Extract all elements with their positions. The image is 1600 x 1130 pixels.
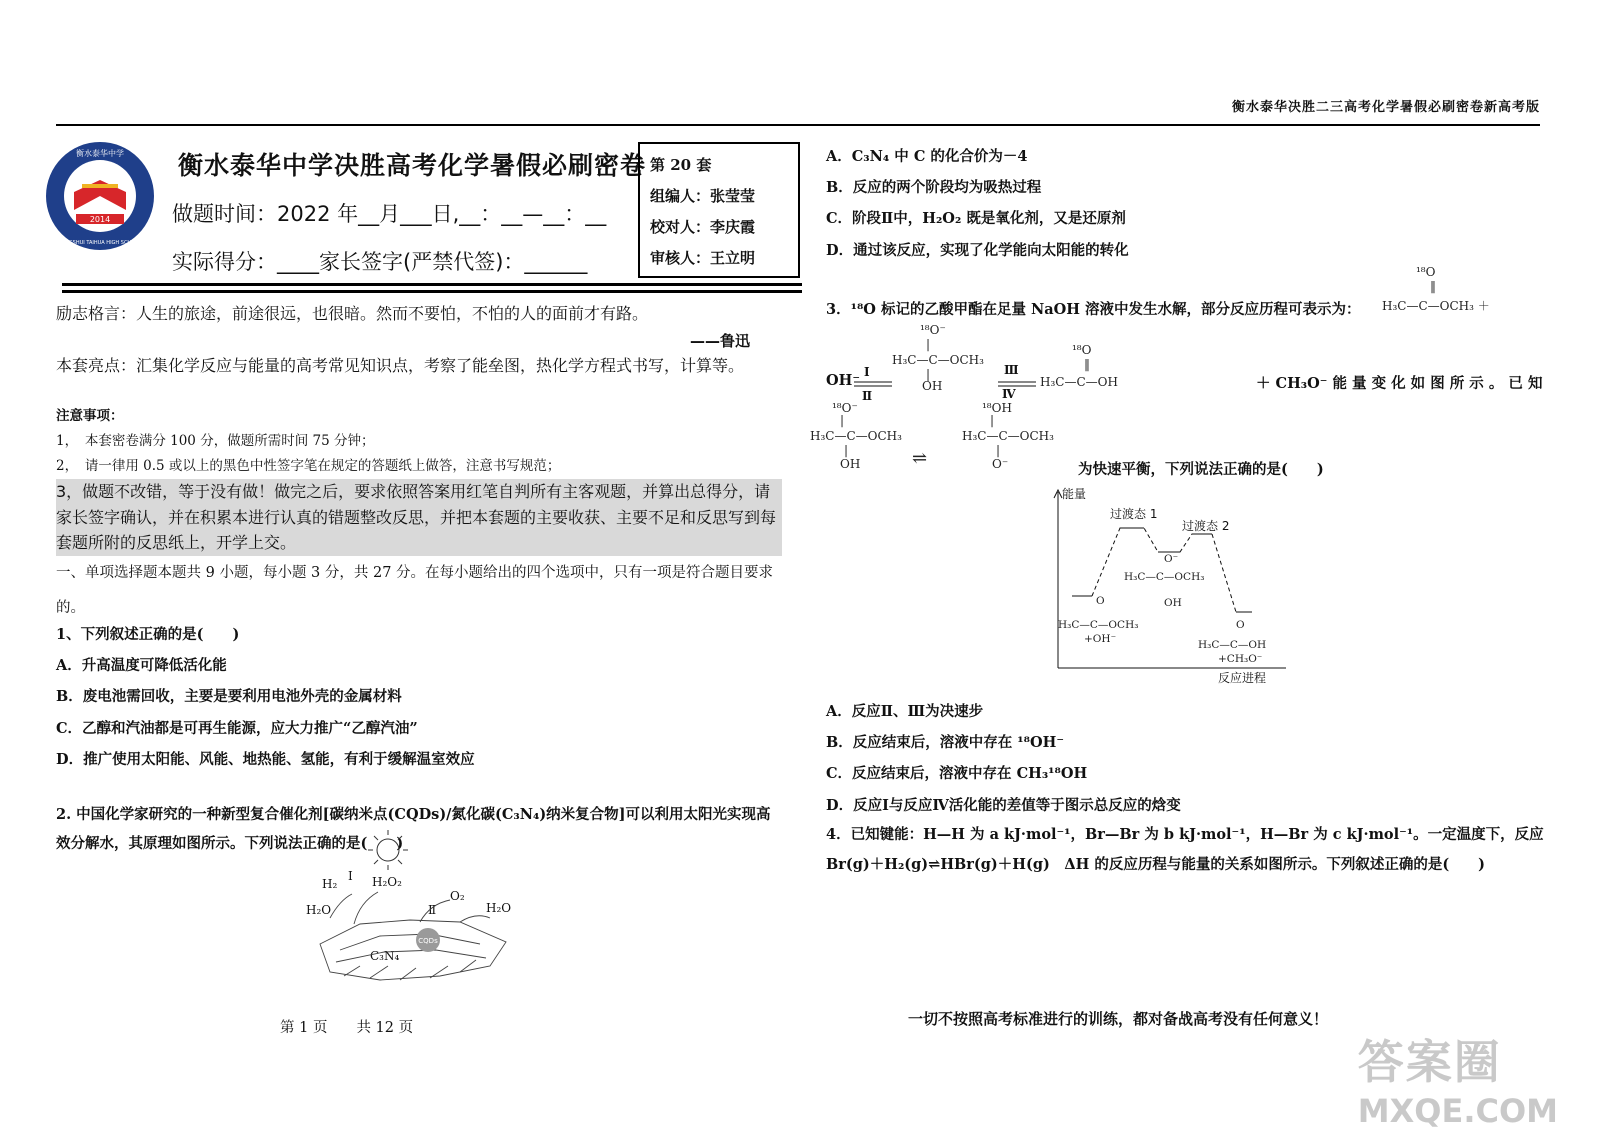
score-line: 实际得分：____家长签字(严禁代签)：______ — [172, 250, 588, 274]
proofreader: 校对人：李庆霞 — [650, 218, 756, 236]
svg-text:OH: OH — [1164, 597, 1182, 609]
svg-text:¹⁸O⁻: ¹⁸O⁻ — [920, 323, 946, 337]
q1-stem: 1、下列叙述正确的是( ) — [56, 626, 240, 643]
svg-text:+OH⁻: +OH⁻ — [1084, 633, 1117, 645]
q2-option: B．反应的两个阶段均为吸热过程 — [826, 179, 1042, 197]
svg-text:H₃C—C—OCH₃: H₃C—C—OCH₃ — [1058, 619, 1139, 631]
svg-text:OH: OH — [840, 457, 861, 471]
section-heading: 一、单项选择题本题共 9 小题，每小题 3 分，共 27 分。在每小题给出的四个选项中，只有一项是符合题目要求的。 — [56, 565, 774, 616]
q2-option: A．C₃N₄ 中 C 的化合价为－4 — [826, 148, 1028, 165]
svg-text:H₃C—C—OCH₃: H₃C—C—OCH₃ — [1124, 571, 1205, 583]
q3-option: A．反应Ⅱ、Ⅲ为决速步 — [826, 703, 984, 720]
question-1 — [56, 619, 782, 775]
svg-text:OH: OH — [922, 379, 943, 393]
svg-text:¹⁸OH: ¹⁸OH — [982, 401, 1012, 415]
svg-text:|: | — [990, 413, 995, 427]
fig-label-h2: H₂ — [322, 877, 338, 891]
fig-label-h2o-right: H₂O — [486, 901, 512, 915]
svg-text:|: | — [996, 443, 1001, 457]
footer-slogan: 一切不按照高考标准进行的训练，都对备战高考没有任何意义！ — [908, 1010, 1329, 1028]
svg-text:|: | — [844, 443, 849, 457]
arrow-label-iv: Ⅳ — [1002, 387, 1016, 401]
svg-text:⇌: ⇌ — [912, 448, 928, 469]
ts2-label: 过渡态 2 — [1182, 519, 1230, 533]
fig-label-h2o-left: H₂O — [306, 903, 332, 917]
notes-title: 注意事项： — [56, 408, 124, 424]
svg-text:‖: ‖ — [1084, 357, 1090, 371]
q3-option: D．反应Ⅰ与反应Ⅳ活化能的差值等于图示总反应的焓变 — [826, 796, 1181, 814]
progress-axis-label: 反应进程 — [1218, 671, 1267, 685]
motto-author: ——鲁迅 — [690, 332, 751, 350]
svg-text:H₃C—C—OCH₃ ＋: H₃C—C—OCH₃ ＋ — [1382, 299, 1490, 313]
q1-option: A．升高温度可降低活化能 — [56, 657, 227, 675]
svg-text:|: | — [926, 337, 931, 351]
watermark-url: MXQE.COM — [1357, 1092, 1558, 1130]
svg-text:|: | — [840, 413, 845, 427]
info-box — [638, 142, 800, 278]
svg-text:H₃C—C—OCH₃: H₃C—C—OCH₃ — [810, 429, 902, 443]
motto: 励志格言：人生的旅途，前途很远，也很暗。然而不要怕，不怕的人的面前才有路。 — [56, 304, 649, 323]
watermark-logo-text: 答案圈 — [1357, 1035, 1502, 1089]
q2-option: C．阶段Ⅱ中，H₂O₂ 既是氧化剂，又是还原剂 — [826, 210, 1126, 228]
note-item-highlight: 3，做题不改错，等于没有做！做完之后，要求依照答案用红笔自判所有主客观题，并算出总得分，请家长签字确认，并在积累本进行认真的错题整改反思，并把本套题的主要收获、主要不足和反思写到每套题所附的反思纸上，开学上交。 — [56, 479, 782, 556]
fig-label-c3n4: C₃N₄ — [370, 949, 400, 963]
editor: 组编人：张莹莹 — [650, 187, 756, 205]
svg-text:H₃C—C—OCH₃: H₃C—C—OCH₃ — [962, 429, 1054, 443]
fig-label-i: Ⅰ — [348, 869, 353, 883]
q1-option: C．乙醇和汽油都是可再生能源，应大力推广“乙醇汽油” — [56, 719, 418, 737]
q2-options — [826, 141, 1556, 266]
set-number: 第 20 套 — [650, 156, 712, 174]
school-logo — [44, 140, 156, 252]
ts1-label: 过渡态 1 — [1110, 507, 1158, 521]
fig-label-ii: Ⅱ — [428, 903, 437, 917]
watermark — [1358, 1026, 1558, 1130]
q1-option: B．废电池需回收，主要是要利用电池外壳的金属材料 — [56, 688, 402, 706]
note-item: 1， 本套密卷满分 100 分，做题所需时间 75 分钟； — [56, 432, 375, 449]
q3-option: B．反应结束后，溶液中存在 ¹⁸OH⁻ — [826, 734, 1064, 752]
logo-text-bottom: HENGSHUI TAIHUA HIGH SCHOOL — [58, 240, 142, 246]
double-rule — [62, 283, 802, 293]
arrow-label-iii: Ⅲ — [1004, 363, 1019, 377]
page-number: 第 1 页 共 12 页 — [280, 1020, 414, 1036]
question-2-stem: 2. 中国化学家研究的一种新型复合催化剂[碳纳米点(CQDs)/氮化碳(C₃N₄)纳米复合物]可以利用太阳光实现高效分解水，其原理如图所示。下列说法正确的是( ) — [56, 806, 771, 852]
series-title: 衡水泰华决胜二三高考化学暑假必刷密卷新高考版 — [1231, 100, 1540, 115]
fig-label-cqds: CQDs — [418, 937, 438, 945]
q3-option: C．反应结束后，溶液中存在 CH₃¹⁸OH — [826, 765, 1088, 783]
q2-figure — [300, 826, 520, 994]
q1-option: D．推广使用太阳能、风能、地热能、氢能，有利于缓解温室效应 — [56, 750, 475, 768]
svg-text:O: O — [1096, 595, 1105, 607]
svg-text:H₃C—C—OH: H₃C—C—OH — [1040, 375, 1118, 389]
fig-label-o2: O₂ — [450, 889, 465, 903]
header-rule — [56, 124, 1540, 126]
q3-energy-diagram — [1040, 486, 1300, 686]
svg-text:H₃C—C—OCH₃: H₃C—C—OCH₃ — [892, 353, 984, 367]
q2-option: D．通过该反应，实现了化学能向太阳能的转化 — [826, 241, 1129, 259]
time-line: 做题时间：2022 年__月___日,__：__—__：__ — [172, 202, 607, 226]
arrow-label-ii: Ⅱ — [862, 389, 873, 403]
logo-year: 2014 — [89, 215, 111, 224]
svg-text:O⁻: O⁻ — [1164, 553, 1179, 565]
svg-text:H₃C—C—OH: H₃C—C—OH — [1198, 639, 1267, 651]
fig-label-h2o2: H₂O₂ — [372, 875, 402, 889]
arrow-label-i: Ⅰ — [864, 365, 870, 379]
q3-continuation: OH⁻ ＋ CH₃O⁻ 能 量 变 化 如 图 所 示 。 已 知 — [826, 372, 1543, 392]
svg-text:¹⁸O: ¹⁸O — [1072, 343, 1092, 357]
logo-text-top: 衡水泰华中学 — [76, 149, 124, 158]
q3-stem: 3．¹⁸O 标记的乙酸甲酯在足量 NaOH 溶液中发生水解，部分反应历程可表示为： — [826, 301, 1361, 318]
q3-options — [826, 696, 1556, 821]
note-item: 2， 请一律用 0.5 或以上的黑色中性签字笔在规定的答题纸上做答，注意书写规范； — [56, 457, 561, 474]
reviewer: 审核人：王立明 — [650, 249, 756, 267]
svg-text:¹⁸O⁻: ¹⁸O⁻ — [832, 401, 858, 415]
svg-text:+CH₃O⁻: +CH₃O⁻ — [1218, 653, 1263, 665]
sun-icon — [368, 830, 408, 870]
highlights: 本套亮点：汇集化学反应与能量的高考常见知识点，考察了能垒图，热化学方程式书写，计算等。 — [56, 356, 745, 375]
svg-text:|: | — [926, 367, 931, 381]
svg-text:O⁻: O⁻ — [992, 457, 1009, 471]
paper-title: 衡水泰华中学决胜高考化学暑假必刷密卷 — [178, 151, 647, 180]
svg-text:O: O — [1236, 619, 1245, 631]
q3-equilibrium-text: 为快速平衡，下列说法正确的是( ) — [1078, 461, 1324, 478]
energy-axis-label: 能量 — [1062, 487, 1087, 501]
notes — [56, 404, 782, 556]
svg-text:‖: ‖ — [1430, 279, 1436, 293]
question-4-stem: 4．已知键能：H—H 为 a kJ·mol⁻¹，Br—Br 为 b kJ·mol⁻¹，H—Br 为 c kJ·mol⁻¹。一定温度下，反应 Br(g)＋H₂(g)⇌HBr(g)＋H(g) ΔH 的反应历程与能量的关系如图所示。下列叙述正确的是( ) — [826, 826, 1544, 874]
svg-text:¹⁸O: ¹⁸O — [1416, 265, 1436, 279]
